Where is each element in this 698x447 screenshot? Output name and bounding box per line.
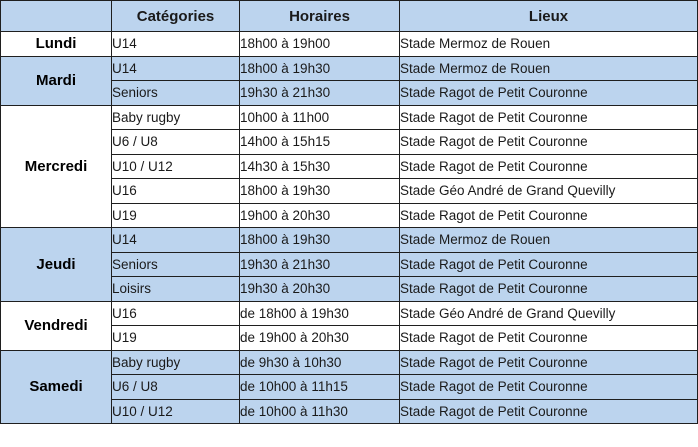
header-lieux: Lieux — [400, 1, 698, 32]
place-cell: Stade Ragot de Petit Couronne — [400, 399, 698, 424]
place-cell: Stade Ragot de Petit Couronne — [400, 326, 698, 351]
time-cell: 19h30 à 21h30 — [240, 252, 400, 277]
category-cell: U14 — [112, 56, 240, 81]
place-cell: Stade Ragot de Petit Couronne — [400, 277, 698, 302]
header-row — [1, 1, 698, 32]
category-cell: Seniors — [112, 252, 240, 277]
category-cell: U19 — [112, 326, 240, 351]
category-cell: Baby rugby — [112, 350, 240, 375]
header-empty — [1, 1, 112, 32]
header-categories: Catégories — [112, 1, 240, 32]
place-cell: Stade Ragot de Petit Couronne — [400, 130, 698, 155]
table-row — [1, 350, 698, 375]
place-cell: Stade Ragot de Petit Couronne — [400, 350, 698, 375]
table-row — [1, 301, 698, 326]
time-cell: 18h00 à 19h30 — [240, 228, 400, 253]
category-cell: U14 — [112, 32, 240, 57]
place-cell: Stade Ragot de Petit Couronne — [400, 375, 698, 400]
time-cell: 18h00 à 19h30 — [240, 179, 400, 204]
time-cell: 19h30 à 20h30 — [240, 277, 400, 302]
place-cell: Stade Mermoz de Rouen — [400, 56, 698, 81]
time-cell: 14h00 à 15h15 — [240, 130, 400, 155]
category-cell: U19 — [112, 203, 240, 228]
category-cell: U10 / U12 — [112, 154, 240, 179]
place-cell: Stade Géo André de Grand Quevilly — [400, 179, 698, 204]
time-cell: 10h00 à 11h00 — [240, 105, 400, 130]
place-cell: Stade Mermoz de Rouen — [400, 228, 698, 253]
place-cell: Stade Ragot de Petit Couronne — [400, 81, 698, 106]
time-cell: 19h30 à 21h30 — [240, 81, 400, 106]
category-cell: U10 / U12 — [112, 399, 240, 424]
time-cell: 19h00 à 20h30 — [240, 203, 400, 228]
time-cell: de 19h00 à 20h30 — [240, 326, 400, 351]
category-cell: Seniors — [112, 81, 240, 106]
place-cell: Stade Mermoz de Rouen — [400, 32, 698, 57]
place-cell: Stade Ragot de Petit Couronne — [400, 154, 698, 179]
category-cell: U16 — [112, 301, 240, 326]
place-cell: Stade Ragot de Petit Couronne — [400, 105, 698, 130]
time-cell: de 10h00 à 11h30 — [240, 399, 400, 424]
category-cell: Baby rugby — [112, 105, 240, 130]
time-cell: 18h00 à 19h30 — [240, 56, 400, 81]
category-cell: Loisirs — [112, 277, 240, 302]
category-cell: U6 / U8 — [112, 375, 240, 400]
category-cell: U16 — [112, 179, 240, 204]
day-label-jeudi: Jeudi — [1, 228, 112, 302]
table-row — [1, 56, 698, 81]
day-label-samedi: Samedi — [1, 350, 112, 424]
table-row — [1, 228, 698, 253]
day-label-vendredi: Vendredi — [1, 301, 112, 350]
time-cell: 18h00 à 19h00 — [240, 32, 400, 57]
table-row — [1, 105, 698, 130]
category-cell: U6 / U8 — [112, 130, 240, 155]
day-label-lundi: Lundi — [1, 32, 112, 57]
table-row — [1, 32, 698, 57]
place-cell: Stade Ragot de Petit Couronne — [400, 203, 698, 228]
place-cell: Stade Géo André de Grand Quevilly — [400, 301, 698, 326]
schedule-body — [1, 32, 698, 424]
time-cell: de 10h00 à 11h15 — [240, 375, 400, 400]
time-cell: 14h30 à 15h30 — [240, 154, 400, 179]
time-cell: de 9h30 à 10h30 — [240, 350, 400, 375]
day-label-mardi: Mardi — [1, 56, 112, 105]
header-horaires: Horaires — [240, 1, 400, 32]
place-cell: Stade Ragot de Petit Couronne — [400, 252, 698, 277]
day-label-mercredi: Mercredi — [1, 105, 112, 228]
time-cell: de 18h00 à 19h30 — [240, 301, 400, 326]
category-cell: U14 — [112, 228, 240, 253]
